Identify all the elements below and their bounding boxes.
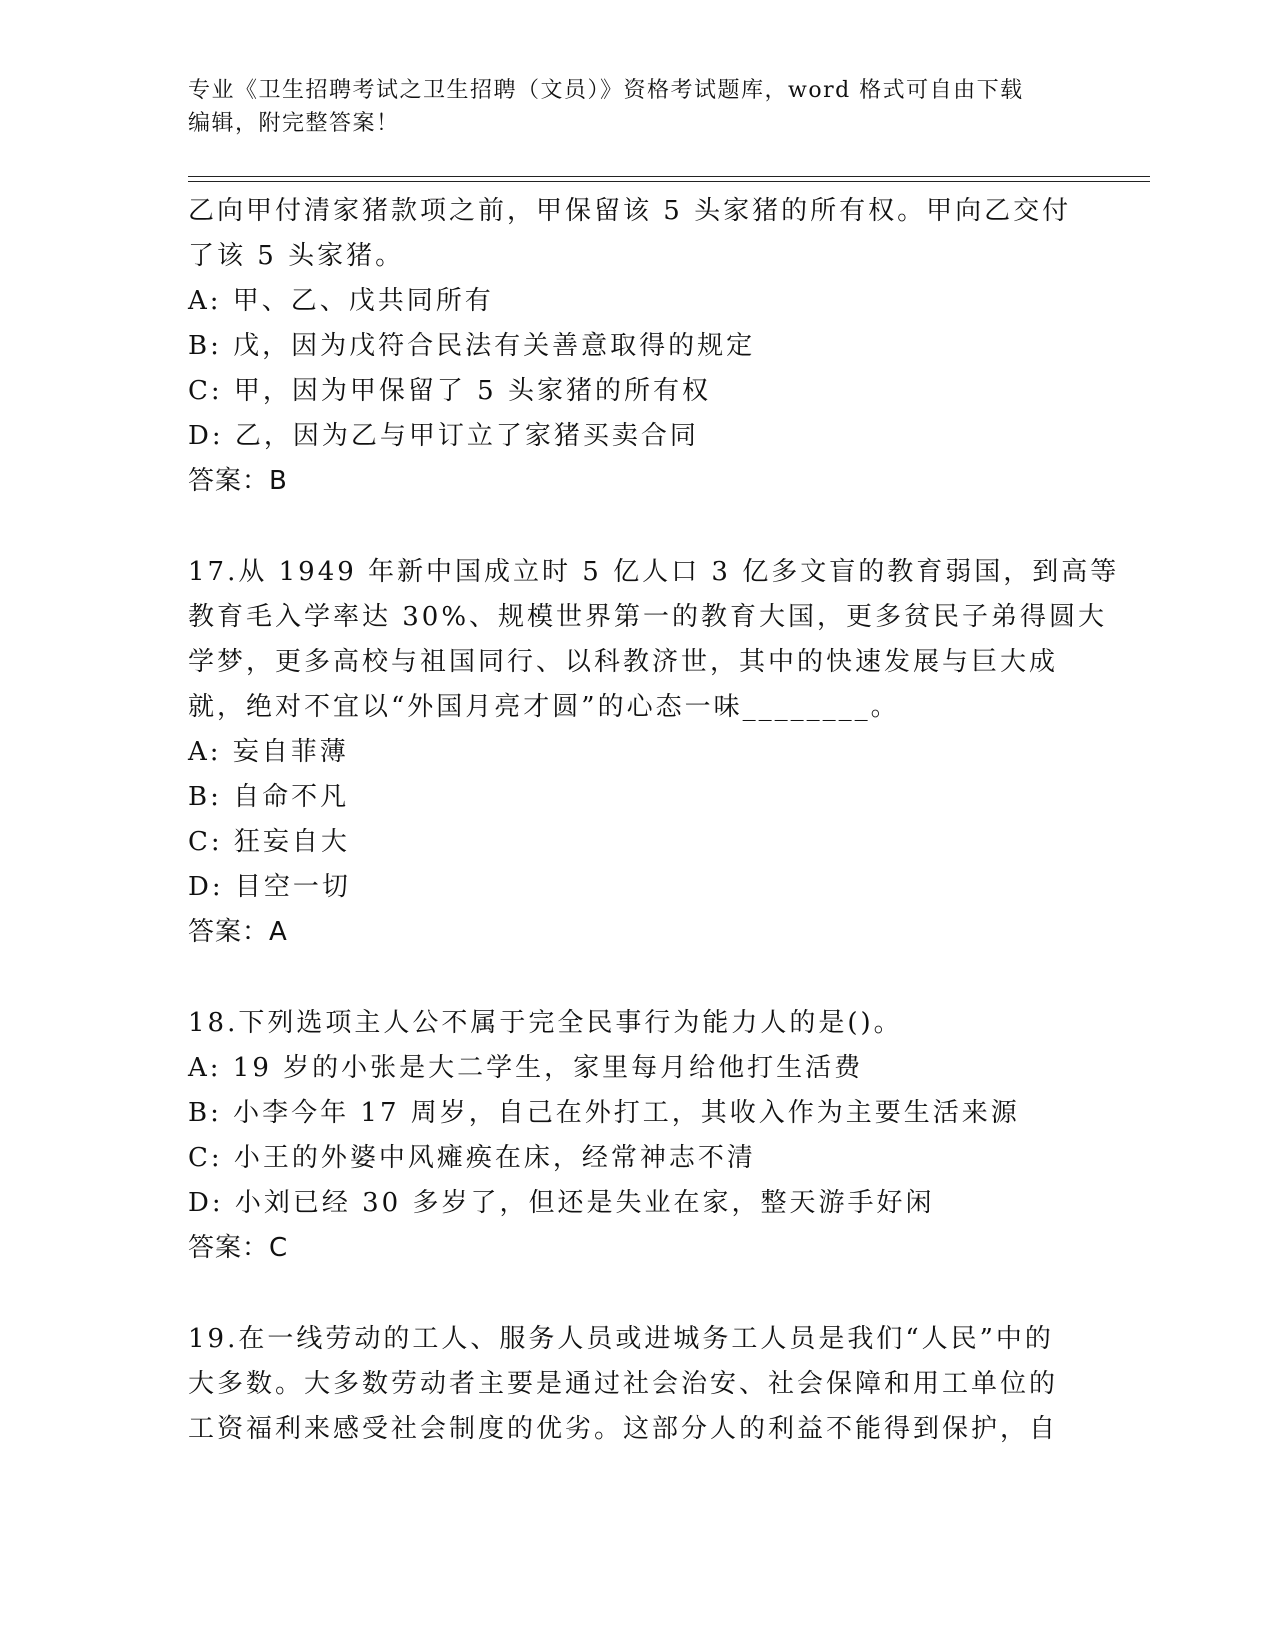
question-text-line: 教育毛入学率达 30%、规模世界第一的教育大国，更多贫民子弟得圆大 [188, 602, 1108, 632]
question-text-line: 就，绝对不宜以“外国月亮才圆”的心态一味________。 [188, 692, 900, 722]
answer-label: 答案：B [188, 466, 288, 496]
document-header [188, 74, 1088, 140]
question-16-block [188, 189, 1088, 504]
option-d: D: 乙，因为乙与甲订立了家猪买卖合同 [188, 421, 699, 451]
header-line-1: 专业《卫生招聘考试之卫生招聘（文员）》资格考试题库，word 格式可自由下载 [188, 78, 1024, 103]
question-text-line: 17.从 1949 年新中国成立时 5 亿人口 3 亿多文盲的教育弱国，到高等 [188, 557, 1120, 587]
question-18-block [188, 1001, 1088, 1271]
question-text-line: 学梦，更多高校与祖国同行、以科教济世，其中的快速发展与巨大成 [188, 647, 1059, 677]
option-a: A: 19 岁的小张是大二学生，家里每月给他打生活费 [188, 1053, 864, 1083]
header-line-2: 编辑，附完整答案！ [188, 111, 400, 136]
question-text-line: 19.在一线劳动的工人、服务人员或进城务工人员是我们“人民”中的 [188, 1324, 1054, 1354]
spacer [188, 1271, 1088, 1317]
question-19-block [188, 1317, 1088, 1452]
option-b: B: 自命不凡 [188, 782, 350, 812]
spacer [188, 504, 1088, 550]
option-d: D: 小刘已经 30 多岁了，但还是失业在家，整天游手好闲 [188, 1188, 935, 1218]
question-17-block [188, 550, 1120, 955]
option-a: A: 甲、乙、戊共同所有 [188, 286, 494, 316]
option-a: A: 妄自菲薄 [188, 737, 349, 767]
option-c: C: 小王的外婆中风瘫痪在床，经常神志不清 [188, 1143, 756, 1173]
question-text-line: 乙向甲付清家猪款项之前，甲保留该 5 头家猪的所有权。甲向乙交付 [188, 196, 1072, 226]
question-text-line: 工资福利来感受社会制度的优劣。这部分人的利益不能得到保护，自 [188, 1414, 1059, 1444]
option-d: D: 目空一切 [188, 872, 351, 902]
option-c: C: 甲，因为甲保留了 5 头家猪的所有权 [188, 376, 711, 406]
option-b: B: 小李今年 17 周岁，自己在外打工，其收入作为主要生活来源 [188, 1098, 1020, 1128]
answer-label: 答案：A [188, 917, 288, 947]
question-text-line: 18.下列选项主人公不属于完全民事行为能力人的是()。 [188, 1008, 903, 1038]
header-divider-bottom [188, 181, 1150, 182]
question-text-line: 了该 5 头家猪。 [188, 241, 405, 271]
option-b: B: 戊，因为戊符合民法有关善意取得的规定 [188, 331, 756, 361]
answer-label: 答案：C [188, 1233, 289, 1263]
document-body [188, 189, 1120, 1452]
spacer [188, 955, 1088, 1001]
question-text-line: 大多数。大多数劳动者主要是通过社会治安、社会保障和用工单位的 [188, 1369, 1059, 1399]
option-c: C: 狂妄自大 [188, 827, 350, 857]
header-divider-top [188, 176, 1150, 177]
